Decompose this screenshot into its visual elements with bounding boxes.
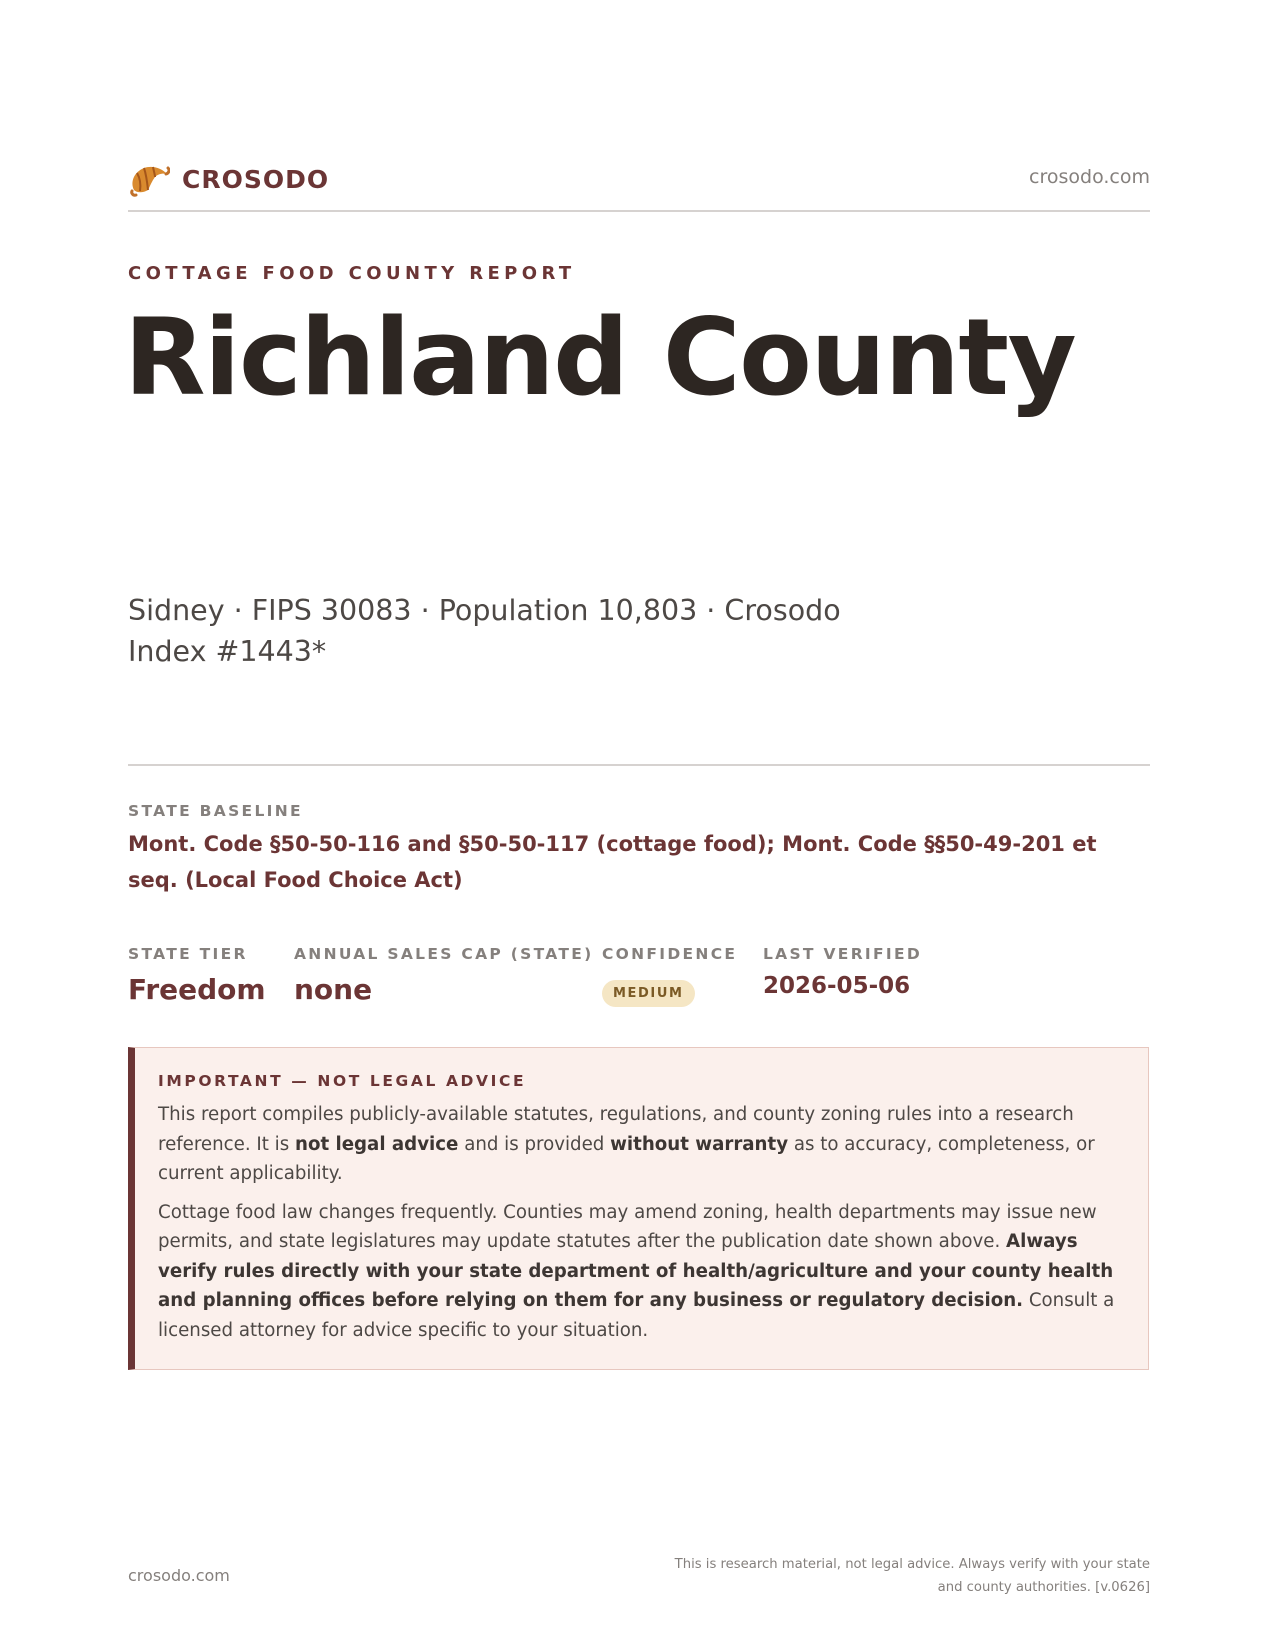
- stat-value: 2026-05-06: [763, 973, 911, 999]
- notice-text: Consult a licensed attorney for advice specific to your situation.: [158, 1290, 1115, 1341]
- notice-text: Cottage food law changes frequently. Counties may amend zoning, health departments may issue new permits, and state legislatures may update statutes after the publication date shown above.: [158, 1201, 1097, 1252]
- stat-confidence: [602, 945, 737, 1007]
- stat-label: CONFIDENCE: [602, 945, 738, 963]
- section-divider: [128, 764, 1150, 766]
- footer-disclaimer-line: This is research material, not legal advice. Always verify with your state: [674, 1557, 1150, 1572]
- stat-label: STATE TIER: [128, 945, 248, 963]
- brand-name: CROSODO: [182, 164, 330, 194]
- notice-emphasis: not legal advice: [295, 1133, 459, 1155]
- notice-text: This report compiles publicly-available statutes, regulations, and county zoning rules into a research reference. It is: [158, 1104, 1074, 1155]
- croissant-icon: [128, 160, 170, 198]
- state-baseline-label: STATE BASELINE: [128, 802, 303, 820]
- report-page: [124, 0, 1150, 1650]
- header-site-url[interactable]: crosodo.com: [1029, 166, 1150, 188]
- notice-title: IMPORTANT — NOT LEGAL ADVICE: [158, 1072, 527, 1090]
- stat-value: Freedom: [128, 973, 266, 1006]
- legal-notice: [128, 1047, 1149, 1370]
- stat-state-tier: [128, 945, 266, 1006]
- brand: [128, 160, 329, 198]
- notice-emphasis: Always verify rules directly with your state department of health/agriculture and your county health and planning offices before relying on them for any business or regulatory decision.: [158, 1231, 1114, 1311]
- stat-sales-cap: [294, 945, 593, 1006]
- notice-text: as to accuracy, completeness, or current applicability.: [158, 1133, 1095, 1184]
- report-subtitle: Sidney · FIPS 30083 · Population 10,803 · Crosodo Index #1443*: [128, 594, 841, 668]
- report-eyebrow: COTTAGE FOOD COUNTY REPORT: [128, 263, 576, 284]
- notice-text: and is provided: [458, 1133, 611, 1155]
- page-header: [128, 158, 1150, 212]
- stat-label: ANNUAL SALES CAP (STATE): [294, 945, 594, 963]
- stat-last-verified: [763, 945, 922, 999]
- footer-site-url[interactable]: crosodo.com: [128, 1566, 230, 1585]
- notice-paragraph-1: [158, 1100, 1126, 1189]
- footer-disclaimer: [630, 1553, 1150, 1599]
- footer-disclaimer-line: and county authorities. [v.0626]: [937, 1580, 1150, 1595]
- page-title: Richland County: [124, 296, 1076, 419]
- confidence-badge: MEDIUM: [602, 980, 695, 1007]
- stat-value: none: [294, 973, 373, 1006]
- notice-emphasis: without warranty: [610, 1133, 789, 1155]
- state-baseline-value: Mont. Code §50-50-116 and §50-50-117 (cottage food); Mont. Code §§50-49-201 et seq. (Local Food Choice Act): [128, 832, 1097, 892]
- notice-paragraph-2: [158, 1198, 1126, 1346]
- stat-label: LAST VERIFIED: [763, 945, 923, 963]
